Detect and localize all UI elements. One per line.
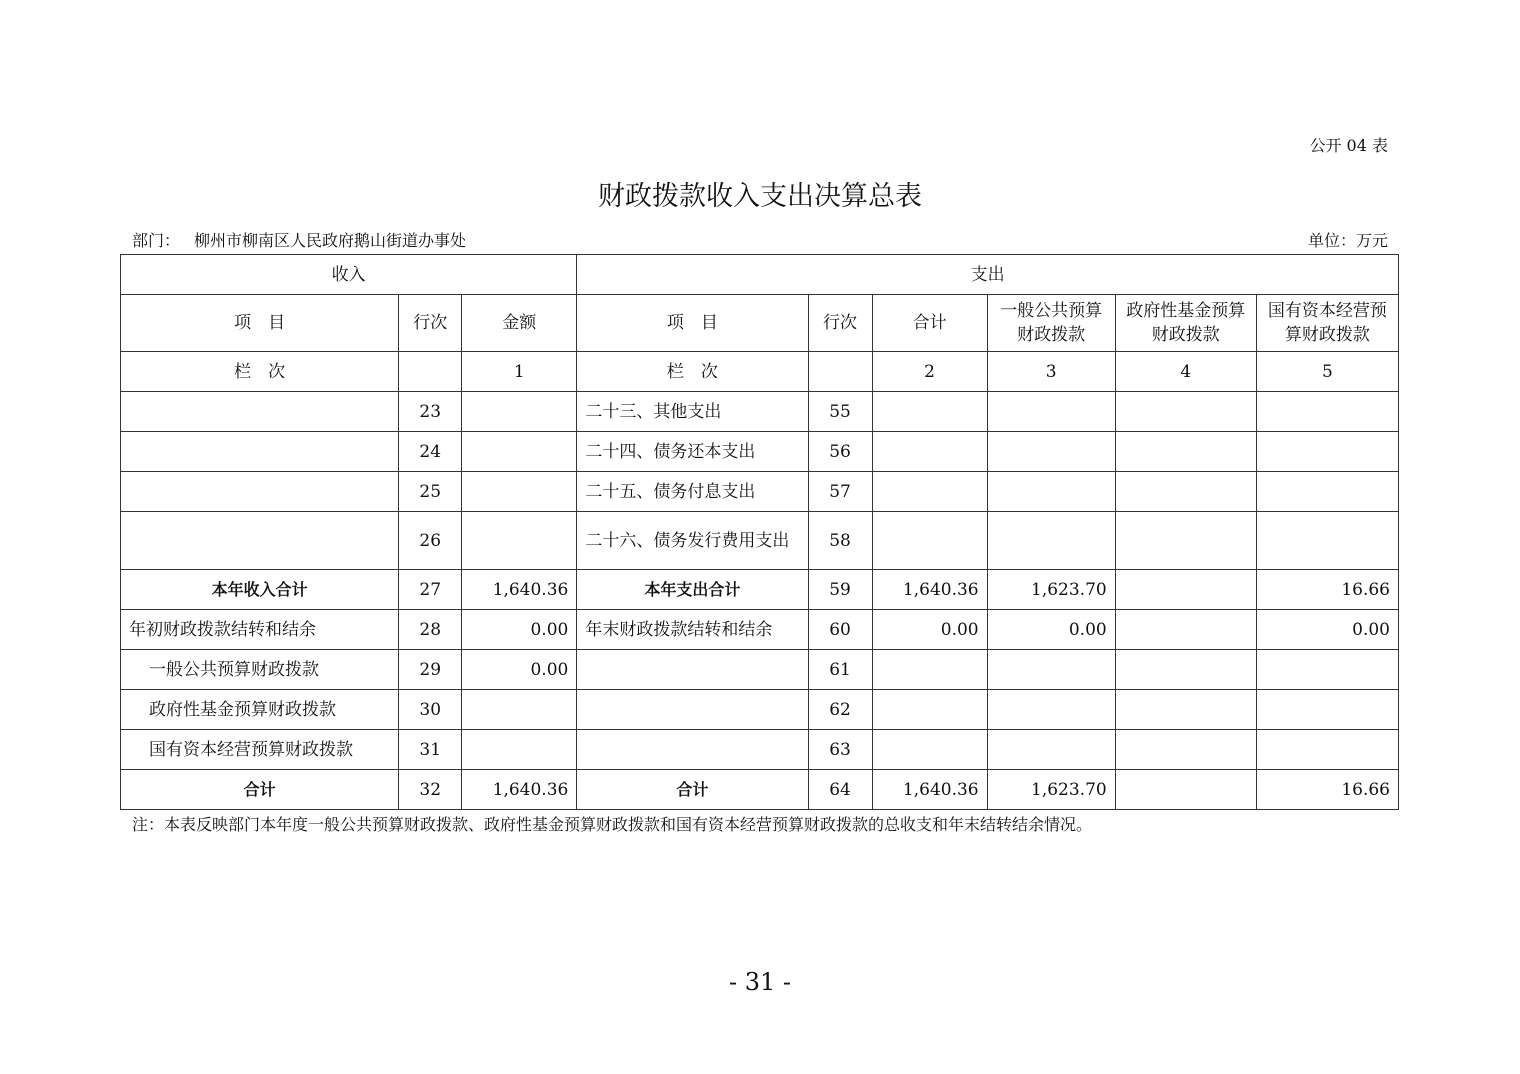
total-header: 合计 xyxy=(872,295,987,352)
income-row-no: 26 xyxy=(399,512,462,570)
gov-fund-amount xyxy=(1115,570,1256,610)
expense-row-no: 61 xyxy=(808,650,872,690)
table-row-subtotal xyxy=(121,570,1399,610)
general-budget-amount: 1,623.70 xyxy=(987,570,1115,610)
expense-item-header: 项 目 xyxy=(577,295,808,352)
general-budget-amount xyxy=(987,472,1115,512)
expense-item xyxy=(577,650,808,690)
form-number: 公开 04 表 xyxy=(1309,136,1388,155)
expense-item: 合计 xyxy=(577,770,808,810)
table-row xyxy=(121,392,1399,432)
department-name: 柳州市柳南区人民政府鹅山街道办事处 xyxy=(194,231,467,250)
income-amount xyxy=(462,432,577,472)
col-number-1: 1 xyxy=(462,352,577,392)
table-row xyxy=(121,512,1399,570)
expense-row-no: 64 xyxy=(808,770,872,810)
state-capital-amount: 16.66 xyxy=(1256,770,1398,810)
income-row-no: 25 xyxy=(399,472,462,512)
general-budget-amount xyxy=(987,730,1115,770)
expense-item: 年末财政拨款结转和结余 xyxy=(577,610,808,650)
department-label: 部门： xyxy=(132,231,181,250)
col-number-4: 4 xyxy=(1115,352,1256,392)
income-amount: 1,640.36 xyxy=(462,770,577,810)
expense-row-no: 60 xyxy=(808,610,872,650)
gov-fund-amount xyxy=(1115,472,1256,512)
income-row-no: 27 xyxy=(399,570,462,610)
total-amount xyxy=(872,392,987,432)
expense-col-blank xyxy=(808,352,872,392)
header-row-columns xyxy=(121,295,1399,352)
income-amount xyxy=(462,730,577,770)
income-header: 收入 xyxy=(121,255,577,295)
income-amount: 1,640.36 xyxy=(462,570,577,610)
expense-item xyxy=(577,730,808,770)
page-number: - 31 - xyxy=(728,968,791,996)
expense-row-no: 58 xyxy=(808,512,872,570)
department-line xyxy=(132,228,466,251)
state-capital-amount xyxy=(1256,472,1398,512)
income-row-no: 30 xyxy=(399,690,462,730)
table-row xyxy=(121,610,1399,650)
table-row xyxy=(121,650,1399,690)
income-item: 国有资本经营预算财政拨款 xyxy=(121,730,399,770)
state-capital-amount xyxy=(1256,392,1398,432)
table-row xyxy=(121,472,1399,512)
expense-row-no: 55 xyxy=(808,392,872,432)
header-row-column-numbers xyxy=(121,352,1399,392)
state-capital-amount: 0.00 xyxy=(1256,610,1398,650)
table-row xyxy=(121,690,1399,730)
expense-item xyxy=(577,690,808,730)
income-amount: 0.00 xyxy=(462,650,577,690)
gov-fund-amount xyxy=(1115,512,1256,570)
income-row-no: 29 xyxy=(399,650,462,690)
total-amount xyxy=(872,650,987,690)
income-item: 合计 xyxy=(121,770,399,810)
col-number-3: 3 xyxy=(987,352,1115,392)
col-number-2: 2 xyxy=(872,352,987,392)
income-item xyxy=(121,392,399,432)
expense-row-no: 56 xyxy=(808,432,872,472)
income-item: 本年收入合计 xyxy=(121,570,399,610)
general-budget-amount xyxy=(987,650,1115,690)
income-row-no: 28 xyxy=(399,610,462,650)
general-budget-header: 一般公共预算财政拨款 xyxy=(987,295,1115,352)
income-row-no: 23 xyxy=(399,392,462,432)
page-title: 财政拨款收入支出决算总表 xyxy=(598,181,922,212)
gov-fund-amount xyxy=(1115,392,1256,432)
state-capital-amount xyxy=(1256,432,1398,472)
income-amount xyxy=(462,690,577,730)
expense-row-no: 59 xyxy=(808,570,872,610)
gov-fund-amount xyxy=(1115,650,1256,690)
income-row-no: 32 xyxy=(399,770,462,810)
state-capital-amount: 16.66 xyxy=(1256,570,1398,610)
total-amount xyxy=(872,472,987,512)
expense-item: 二十四、债务还本支出 xyxy=(577,432,808,472)
income-item: 年初财政拨款结转和结余 xyxy=(121,610,399,650)
expense-row-no: 62 xyxy=(808,690,872,730)
general-budget-amount xyxy=(987,690,1115,730)
table-row xyxy=(121,730,1399,770)
income-col-blank xyxy=(399,352,462,392)
income-amount xyxy=(462,472,577,512)
income-item: 一般公共预算财政拨款 xyxy=(121,650,399,690)
general-budget-amount xyxy=(987,512,1115,570)
general-budget-amount: 0.00 xyxy=(987,610,1115,650)
income-row-no: 24 xyxy=(399,432,462,472)
general-budget-amount: 1,623.70 xyxy=(987,770,1115,810)
state-capital-amount xyxy=(1256,730,1398,770)
income-row-no: 31 xyxy=(399,730,462,770)
income-amount-header: 金额 xyxy=(462,295,577,352)
income-item-header: 项 目 xyxy=(121,295,399,352)
total-amount: 1,640.36 xyxy=(872,770,987,810)
total-amount xyxy=(872,690,987,730)
total-amount: 0.00 xyxy=(872,610,987,650)
income-row-no-header: 行次 xyxy=(399,295,462,352)
total-amount xyxy=(872,512,987,570)
gov-fund-amount xyxy=(1115,432,1256,472)
table-row xyxy=(121,432,1399,472)
income-item xyxy=(121,432,399,472)
total-amount xyxy=(872,432,987,472)
table-row-total xyxy=(121,770,1399,810)
expense-header: 支出 xyxy=(577,255,1399,295)
expense-row-no: 63 xyxy=(808,730,872,770)
income-item xyxy=(121,472,399,512)
state-capital-amount xyxy=(1256,650,1398,690)
gov-fund-amount xyxy=(1115,770,1256,810)
state-capital-amount xyxy=(1256,690,1398,730)
total-amount: 1,640.36 xyxy=(872,570,987,610)
income-amount xyxy=(462,392,577,432)
income-col-label: 栏 次 xyxy=(121,352,399,392)
header-row-section xyxy=(121,255,1399,295)
gov-fund-amount xyxy=(1115,730,1256,770)
gov-fund-header: 政府性基金预算财政拨款 xyxy=(1115,295,1256,352)
gov-fund-amount xyxy=(1115,610,1256,650)
expense-col-label: 栏 次 xyxy=(577,352,808,392)
income-amount: 0.00 xyxy=(462,610,577,650)
general-budget-amount xyxy=(987,432,1115,472)
income-amount xyxy=(462,512,577,570)
total-amount xyxy=(872,730,987,770)
expense-row-no-header: 行次 xyxy=(808,295,872,352)
expense-item: 二十三、其他支出 xyxy=(577,392,808,432)
income-item: 政府性基金预算财政拨款 xyxy=(121,690,399,730)
expense-item: 二十五、债务付息支出 xyxy=(577,472,808,512)
col-number-5: 5 xyxy=(1256,352,1398,392)
income-item xyxy=(121,512,399,570)
expense-item: 本年支出合计 xyxy=(577,570,808,610)
table-note: 注：本表反映部门本年度一般公共预算财政拨款、政府性基金预算财政拨款和国有资本经营预算财政拨款的总收支和年末结转结余情况。 xyxy=(132,815,1093,834)
general-budget-amount xyxy=(987,392,1115,432)
unit-label: 单位：万元 xyxy=(1307,231,1388,250)
gov-fund-amount xyxy=(1115,690,1256,730)
expense-row-no: 57 xyxy=(808,472,872,512)
state-capital-amount xyxy=(1256,512,1398,570)
state-capital-header: 国有资本经营预算财政拨款 xyxy=(1256,295,1398,352)
fiscal-appropriation-table xyxy=(120,254,1399,810)
expense-item: 二十六、债务发行费用支出 xyxy=(577,512,808,570)
